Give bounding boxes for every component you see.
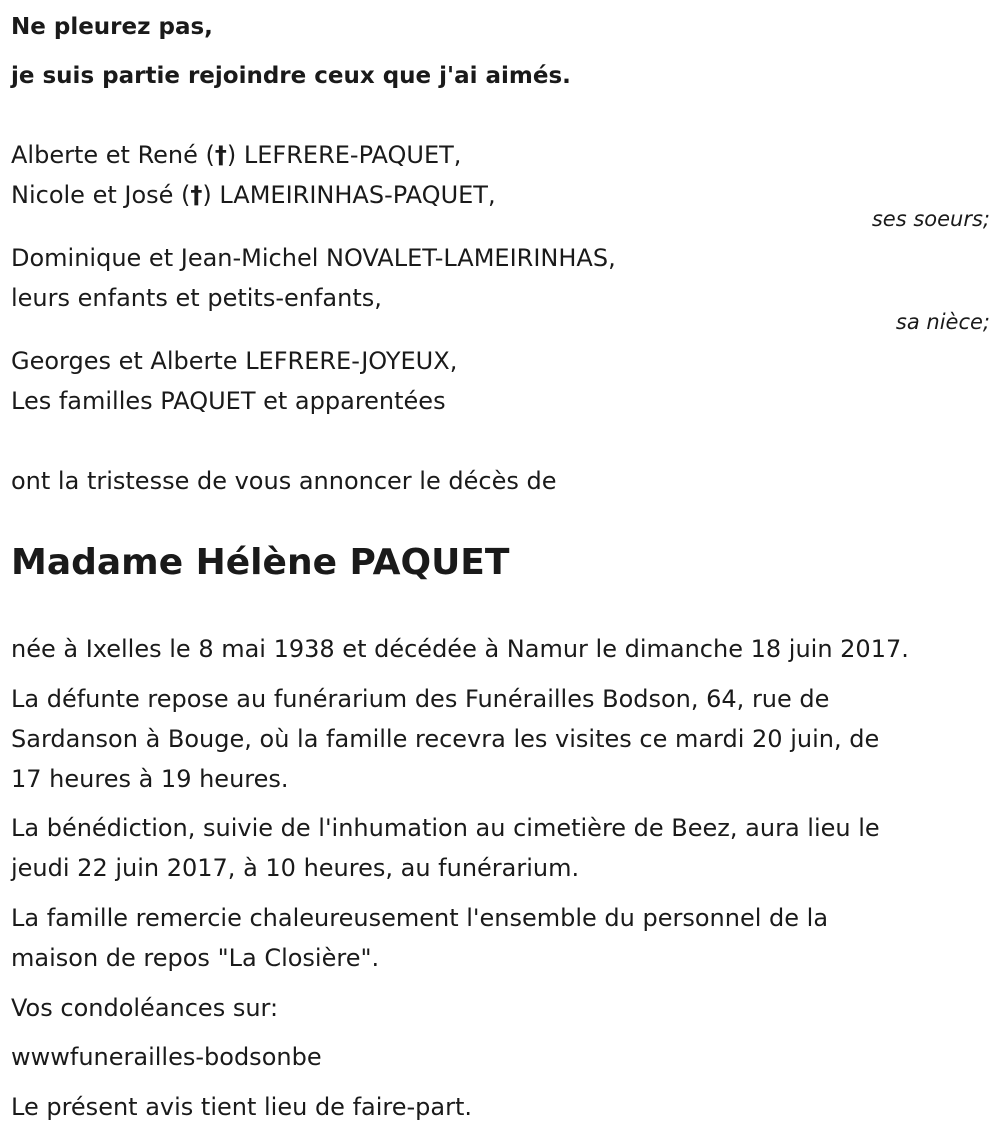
cross-icon: † [190,181,203,209]
sister-line-1-post: ) LEFRERE-PAQUET, [226,141,462,169]
quote-line-1: Ne pleurez pas, [11,14,213,40]
quote-line-2: je suis partie rejoindre ceux que j'ai aimés. [11,63,571,89]
others-line-2: Les familles PAQUET et apparentées [11,387,446,415]
repose-line-2: Sardanson à Bouge, où la famille recevra les visites ce mardi 20 juin, de [11,725,880,753]
sister-line-1-pre: Alberte et René ( [11,141,215,169]
notice-text: Le présent avis tient lieu de faire-part. [11,1093,473,1121]
sister-line-1 [11,140,461,170]
announcement: ont la tristesse de vous annoncer le décès de [11,467,557,495]
birth-death-line: née à Ixelles le 8 mai 1938 et décédée à Namur le dimanche 18 juin 2017. [11,635,909,663]
condolences-label: Vos condoléances sur: [11,994,279,1022]
niece-line-2: leurs enfants et petits-enfants, [11,284,382,312]
sister-line-2-post: ) LAMEIRINHAS-PAQUET, [202,181,496,209]
sister-line-2 [11,180,496,210]
others-line-1: Georges et Alberte LEFRERE-JOYEUX, [11,347,458,375]
niece-line-1: Dominique et Jean-Michel NOVALET-LAMEIRINHAS, [11,244,616,272]
website-text: wwwfunerailles-bodsonbe [11,1043,322,1071]
deceased-name: Madame Hélène PAQUET [11,542,510,583]
cross-icon: † [214,141,227,169]
repose-line-1: La défunte repose au funérarium des Funérailles Bodson, 64, rue de [11,685,830,713]
ceremony-line-1: La bénédiction, suivie de l'inhumation au cimetière de Beez, aura lieu le [11,814,880,842]
relation-sisters: ses soeurs; [871,207,990,231]
thanks-line-2: maison de repos "La Closière". [11,944,380,972]
ceremony-line-2: jeudi 22 juin 2017, à 10 heures, au funérarium. [11,854,580,882]
sister-line-2-pre: Nicole et José ( [11,181,191,209]
repose-line-3: 17 heures à 19 heures. [11,765,289,793]
thanks-line-1: La famille remercie chaleureusement l'ensemble du personnel de la [11,904,829,932]
relation-niece: sa nièce; [895,310,990,334]
